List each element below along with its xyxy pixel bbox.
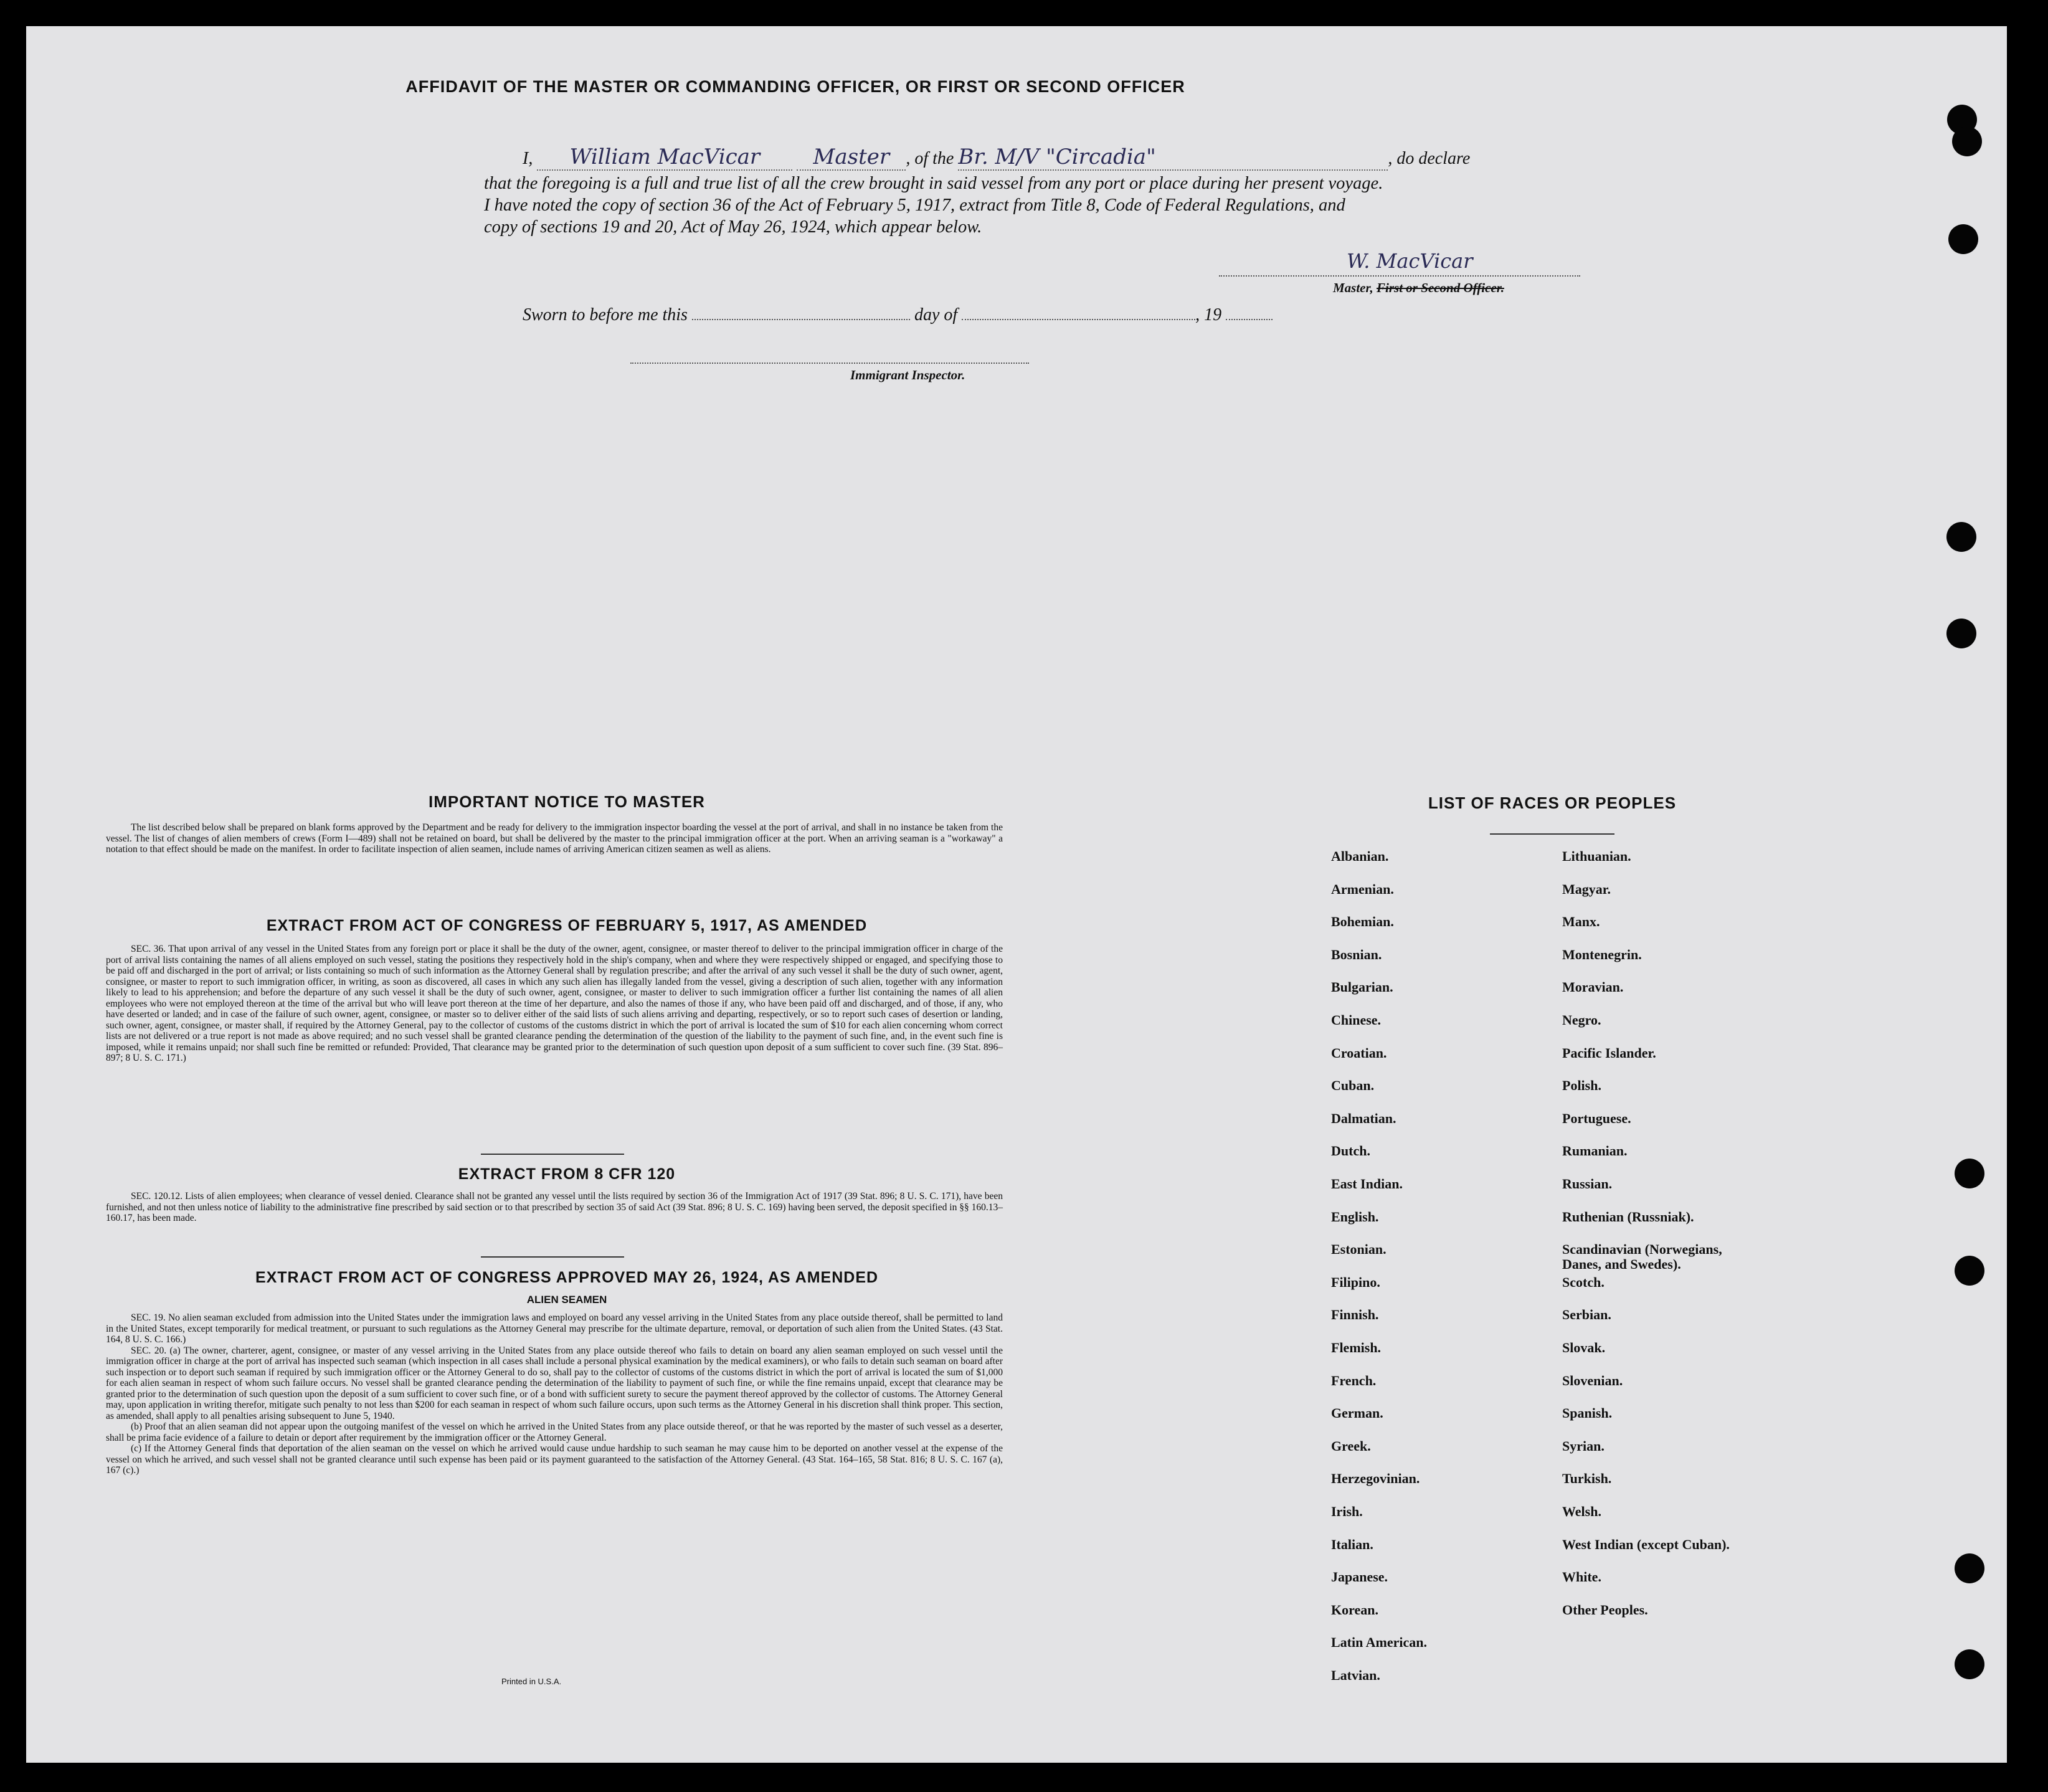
cfr-120-title: EXTRACT FROM 8 CFR 120 (458, 1165, 676, 1183)
sworn-day-field[interactable] (692, 318, 910, 320)
race-item: English. (1331, 1209, 1379, 1225)
race-item: East Indian. (1331, 1176, 1403, 1192)
signature-line (1219, 275, 1580, 277)
alien-seamen-subtitle: ALIEN SEAMEN (526, 1294, 607, 1306)
race-item: Dalmatian. (1331, 1111, 1396, 1126)
sworn-year-field[interactable] (1226, 318, 1273, 320)
race-item: Armenian. (1331, 881, 1394, 897)
race-item: Latvian. (1331, 1667, 1380, 1683)
inspector-caption: Immigrant Inspector. (850, 367, 965, 382)
race-item: Bohemian. (1331, 914, 1394, 929)
race-item: German. (1331, 1405, 1383, 1421)
declaration-line-2: that the foregoing is a full and true list of all the crew brought in said vessel from any port or place during her present voyage. (484, 174, 1383, 193)
race-item: Bosnian. (1331, 947, 1382, 962)
race-item: Italian. (1331, 1537, 1373, 1552)
race-item: Albanian. (1331, 848, 1389, 864)
declaration-line-1: I, William MacVicar Master , of the Br. M/V "Circadia" , do declare (523, 145, 1471, 169)
race-item: Lithuanian. (1562, 848, 1631, 864)
race-item: Scandinavian (Norwegians, (1562, 1241, 1722, 1257)
race-item: Serbian. (1562, 1307, 1611, 1322)
punch-hole (1955, 1256, 1984, 1286)
race-item: Welsh. (1562, 1504, 1601, 1519)
divider (481, 1154, 624, 1155)
race-item: Manx. (1562, 914, 1600, 929)
signature-caption: Master, First or Second Officer. (1333, 280, 1504, 295)
sworn-line: Sworn to before me this day of , 19 (523, 305, 1273, 325)
printed-in-usa: Printed in U.S.A. (501, 1677, 562, 1686)
race-item: Bulgarian. (1331, 979, 1393, 995)
race-item: Magyar. (1562, 881, 1611, 897)
race-item: Latin American. (1331, 1634, 1427, 1650)
race-item: Filipino. (1331, 1274, 1380, 1290)
race-item: Estonian. (1331, 1241, 1387, 1257)
race-item: Herzegovinian. (1331, 1471, 1420, 1486)
punch-hole (1955, 1649, 1984, 1679)
inspector-signature-line[interactable] (630, 363, 1029, 364)
race-item: Slovenian. (1562, 1373, 1623, 1388)
race-item: Montenegrin. (1562, 947, 1642, 962)
notice-body: The list described below shall be prepared on blank forms approved by the Department and be ready for delivery to the immigration inspector boarding the vessel at the port of arrival, and shall in no instance be taken from the vessel. The list of changes of alien members of crews (Form I—489) shall not be retained on board, but shall be delivered by the master to the principal immigration officer at the port. When an arriving seaman is a "workaway" a notation to that effect should be made on the manifest. In order to facilitate inspection of alien seamen, include names of arriving American citizen seamen as well as aliens. (106, 822, 1003, 855)
races-left-column (1331, 848, 1518, 1720)
extract-1917-body: SEC. 36. That upon arrival of any vessel in the United States from any foreign port or place it shall be the duty of the owner, agent, consignee, or master thereof to deliver to the principal immigration officer in charge of the port of arrival lists containing the names of all aliens employed on such vessel, stating the positions they respectively hold in the ship's company, when and where they were respectively shipped or engaged, and specifying those to be paid off and discharged in the port of arrival; or lists containing so much of such information as the Attorney General shall by regulation prescribe; and after the arrival of any such vessel it shall be the duty of such owner, agent, consignee, or master to report to such immigration officer, in writing, as soon as discovered, all cases in which any such alien has illegally landed from the vessel, giving a description of such alien, together with any information likely to lead to his apprehension; and before the departure of any such vessel it shall be the duty of such owner, agent, consignee, or master to deliver to such immigration officer a further list containing the names of all alien employees who were not employed thereon at the time of the arrival but who will leave port thereon at the time of her departure, and also the names of those if any, who have been paid off and discharged, and of those, if any, who have deserted or landed; and in case of the failure of such owner, agent, consignee, or master so to deliver either of the said lists of such aliens arriving and departing, respectively, or so to report such cases of desertion or landing, such owner, agent, consignee, or master shall, if required by the Attorney General, pay to the collector of customs of the customs district in which the port of arrival is located the sum of $10 for each alien concerning whom correct lists are not delivered or a true report is not made as above required; and no such vessel shall be granted clearance pending the determination of the question of the liability to the payment of such fine, and, in the event such fine is imposed, while it remains unpaid; nor shall such fine be remitted or refunded: Provided, That clearance may be granted prior to the determination of such question upon deposit of a sum sufficient to cover such fine. (39 Stat. 896–897; 8 U. S. C. 171.) (106, 944, 1003, 1063)
race-item: Japanese. (1331, 1569, 1388, 1585)
race-item: White. (1562, 1569, 1601, 1585)
race-item: Russian. (1562, 1176, 1613, 1192)
race-item: Korean. (1331, 1602, 1378, 1618)
race-item: West Indian (except Cuban). (1562, 1537, 1730, 1552)
punch-hole (1955, 1553, 1984, 1583)
race-item: Pacific Islander. (1562, 1045, 1656, 1061)
extract-1924-title: EXTRACT FROM ACT OF CONGRESS APPROVED MAY 26, 1924, AS AMENDED (255, 1269, 879, 1286)
race-item: Polish. (1562, 1078, 1601, 1093)
sworn-month-field[interactable] (962, 318, 1195, 320)
race-item: Danes, and Swedes). (1562, 1256, 1681, 1272)
punch-hole (1946, 522, 1976, 552)
divider (481, 1256, 624, 1258)
race-item: Syrian. (1562, 1438, 1605, 1454)
declaration-line-3: I have noted the copy of section 36 of the Act of February 5, 1917, extract from Title 8, Code of Federal Regulations, and (484, 196, 1345, 215)
race-item: Other Peoples. (1562, 1602, 1648, 1618)
race-item: Negro. (1562, 1012, 1601, 1028)
races-right-column (1562, 848, 1874, 1720)
vessel-name-field[interactable]: Br. M/V "Circadia" (958, 145, 1388, 171)
race-item: Flemish. (1331, 1340, 1382, 1355)
race-item: French. (1331, 1373, 1377, 1388)
race-item: Spanish. (1562, 1405, 1613, 1421)
affidavit-title: AFFIDAVIT OF THE MASTER OR COMMANDING OFFICER, OR FIRST OR SECOND OFFICER (405, 77, 1185, 96)
race-item: Ruthenian (Russniak). (1562, 1209, 1694, 1225)
race-item: Moravian. (1562, 979, 1624, 995)
race-item: Cuban. (1331, 1078, 1375, 1093)
form-page (26, 26, 2007, 1763)
races-title: LIST OF RACES OR PEOPLES (1428, 794, 1677, 812)
punch-hole (1946, 619, 1976, 648)
extract-1917-title: EXTRACT FROM ACT OF CONGRESS OF FEBRUARY 5, 1917, AS AMENDED (266, 917, 868, 934)
notice-title: IMPORTANT NOTICE TO MASTER (429, 792, 705, 811)
race-item: Greek. (1331, 1438, 1371, 1454)
race-item: Chinese. (1331, 1012, 1382, 1028)
race-item: Turkish. (1562, 1471, 1612, 1486)
race-item: Rumanian. (1562, 1143, 1628, 1159)
race-item: Dutch. (1331, 1143, 1370, 1159)
punch-hole (1952, 126, 1982, 156)
declaration-line-4: copy of sections 19 and 20, Act of May 26, 1924, which appear below. (484, 217, 982, 237)
divider (1490, 833, 1614, 835)
race-item: Portuguese. (1562, 1111, 1631, 1126)
punch-hole (1955, 1159, 1984, 1188)
race-item: Scotch. (1562, 1274, 1605, 1290)
race-item: Finnish. (1331, 1307, 1379, 1322)
race-item: Slovak. (1562, 1340, 1606, 1355)
extract-1924-body: SEC. 19. No alien seaman excluded from admission into the United States under the immigration laws and employed on board any vessel arriving in the United States from any place outside thereof, shall be permitted to land in the United States, except temporarily for medical treatment, or pursuant to such regulations as the Attorney General may prescribe for the ultimate departure, removal, or deportation of such alien from the United States. (43 Stat. 164, 8 U. S. C. 166.) SEC. 20. (a) The owner, charterer, agent, consignee, or master of any vessel arriving in the United States from any place outside thereof who fails to detain on board any alien seaman employed on such vessel until the immigration officer in charge at the port of arrival has inspected such seaman (which inspection in all cases shall include a personal physical examination by the medical examiners), or who fails to detain such seaman on board after such inspection or to deport such seaman if required by such immigration officer or the Attorney General to do so, shall pay to the collector of customs of the customs district in which the port of arrival is located the sum of $1,000 for each alien seaman in respect of whom such failure occurs. No vessel shall be granted clearance pending the determination of the liability to payment of such fine, or while the fine remains unpaid, except that clearance may be granted prior to the determination of such question upon the deposit of a sum sufficient to cover such fine, or of a bond with sufficient surety to secure the payment thereof approved by the collector of customs. The Attorney General may, upon application in writing therefor, mitigate such penalty to not less than $200 for each seaman in respect of whom such failure occurs, upon such terms as the Attorney General in his discretion shall think proper. This section, as amended, shall apply to all penalties arising subsequent to June 5, 1940. (b) Proof that an alien seaman did not appear upon the outgoing manifest of the vessel on which he arrived in the United States from any place outside thereof, or that he was reported by the master of such vessel as a deserter, shall be prima facie evidence of a failure to detain or deport after requirement by the immigration officer or the Attorney General. (c) If the Attorney General finds that deportation of the alien seaman on the vessel on which he arrived would cause undue hardship to such seaman he may cause him to be deported on another vessel at the expense of the vessel on which he arrived, and such vessel shall not be granted clearance until such expense has been paid or its payment guaranteed to the satisfaction of the Attorney General. (43 Stat. 164–165, 58 Stat. 816; 8 U. S. C. 167 (a), 167 (c).) (106, 1312, 1003, 1476)
master-name-field[interactable]: William MacVicar (537, 145, 792, 171)
rank-field[interactable]: Master (797, 145, 906, 171)
race-item: Croatian. (1331, 1045, 1387, 1061)
cfr-120-body: SEC. 120.12. Lists of alien employees; when clearance of vessel denied. Clearance shall not be granted any vessel until the lists required by section 36 of the Immigration Act of 1917 (39 Stat. 896; 8 U. S. C. 171), have been furnished, and not then unless notice of liability to the administrative fine prescribed by said section or to that prescribed by section 35 of said Act (39 Stat. 896; 8 U. S. C. 169) having been served, the deposit specified in §§ 160.13–160.17, has been made. (106, 1191, 1003, 1223)
punch-hole (1948, 224, 1978, 254)
master-signature: W. MacVicar (1347, 249, 1473, 273)
race-item: Irish. (1331, 1504, 1363, 1519)
